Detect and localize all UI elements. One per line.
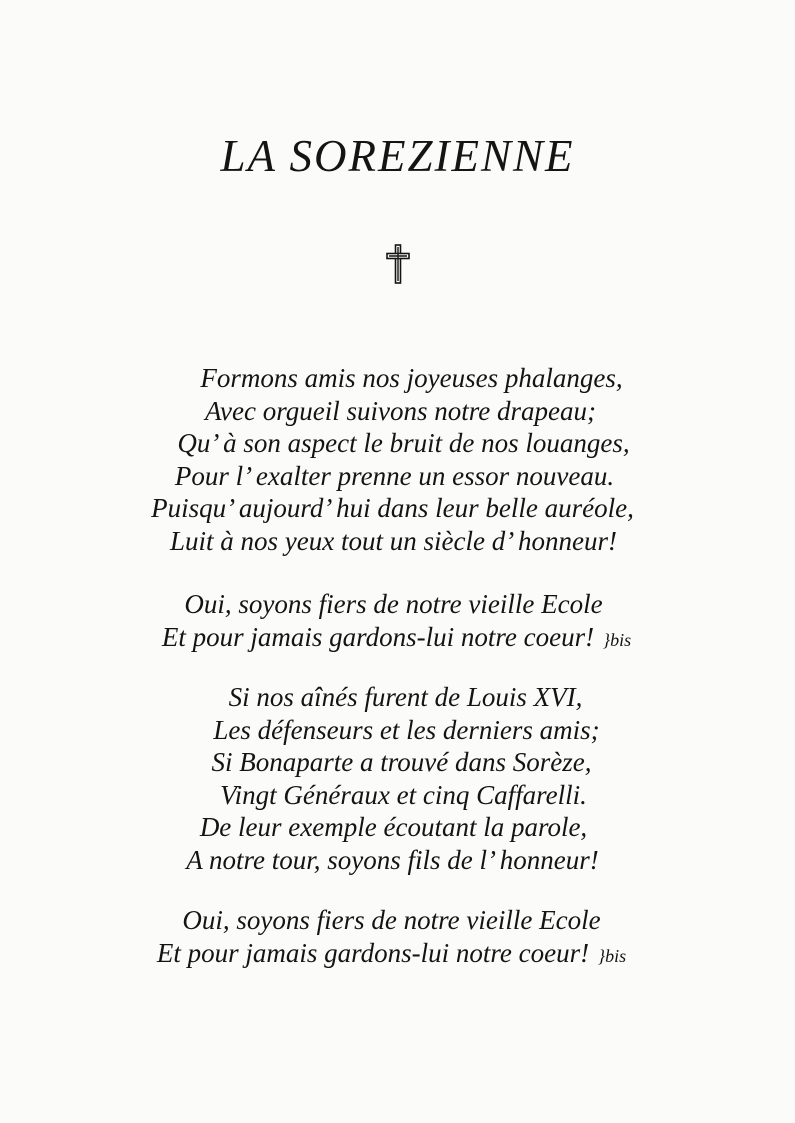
refrain-line: Oui, soyons fiers de notre vieille Ecole <box>182 905 601 935</box>
refrain-line-text: Et pour jamais gardons-lui notre coeur! <box>156 937 590 968</box>
verse-line: Si nos aînés furent de Louis XVI, <box>228 682 583 712</box>
verse-line: Luit à nos yeux tout un siècle d’ honneur! <box>170 525 617 556</box>
refrain-2 <box>0 904 795 972</box>
verse-line: Pour l’ exalter prenne un essor nouveau. <box>174 460 615 491</box>
verse-line: Les défenseurs et les derniers amis; <box>213 714 600 745</box>
verse-1 <box>0 362 795 558</box>
verse-line: Vingt Généraux et cinq Caffarelli. <box>220 779 587 810</box>
bis-marker: }bis <box>602 629 632 650</box>
refrain-line-text: Et pour jamais gardons-lui notre coeur! <box>161 621 595 652</box>
bis-marker: }bis <box>597 945 627 966</box>
verse-2 <box>0 681 795 877</box>
refrain-line: Oui, soyons fiers de notre vieille Ecole <box>184 589 603 619</box>
refrain-line <box>0 937 789 973</box>
verse-line: Avec orgueil suivons notre drapeau; <box>205 395 596 426</box>
latin-cross-icon <box>385 244 411 284</box>
verse-line: Formons amis nos joyeuses phalanges, <box>200 363 623 393</box>
verse-line: Qu’ à son aspect le bruit de nos louanges, <box>177 428 630 459</box>
page-title: LA SOREZIENNE <box>220 131 575 181</box>
verse-line: A notre tour, soyons fils de l’ honneur! <box>186 844 599 875</box>
refrain-line <box>0 621 794 657</box>
verse-line: Puisqu’ aujourd’ hui dans leur belle auréole, <box>151 493 634 524</box>
verse-line: De leur exemple écoutant la parole, <box>199 812 588 843</box>
refrain-1 <box>0 588 795 656</box>
verse-line: Si Bonaparte a trouvé dans Sorèze, <box>211 747 592 778</box>
